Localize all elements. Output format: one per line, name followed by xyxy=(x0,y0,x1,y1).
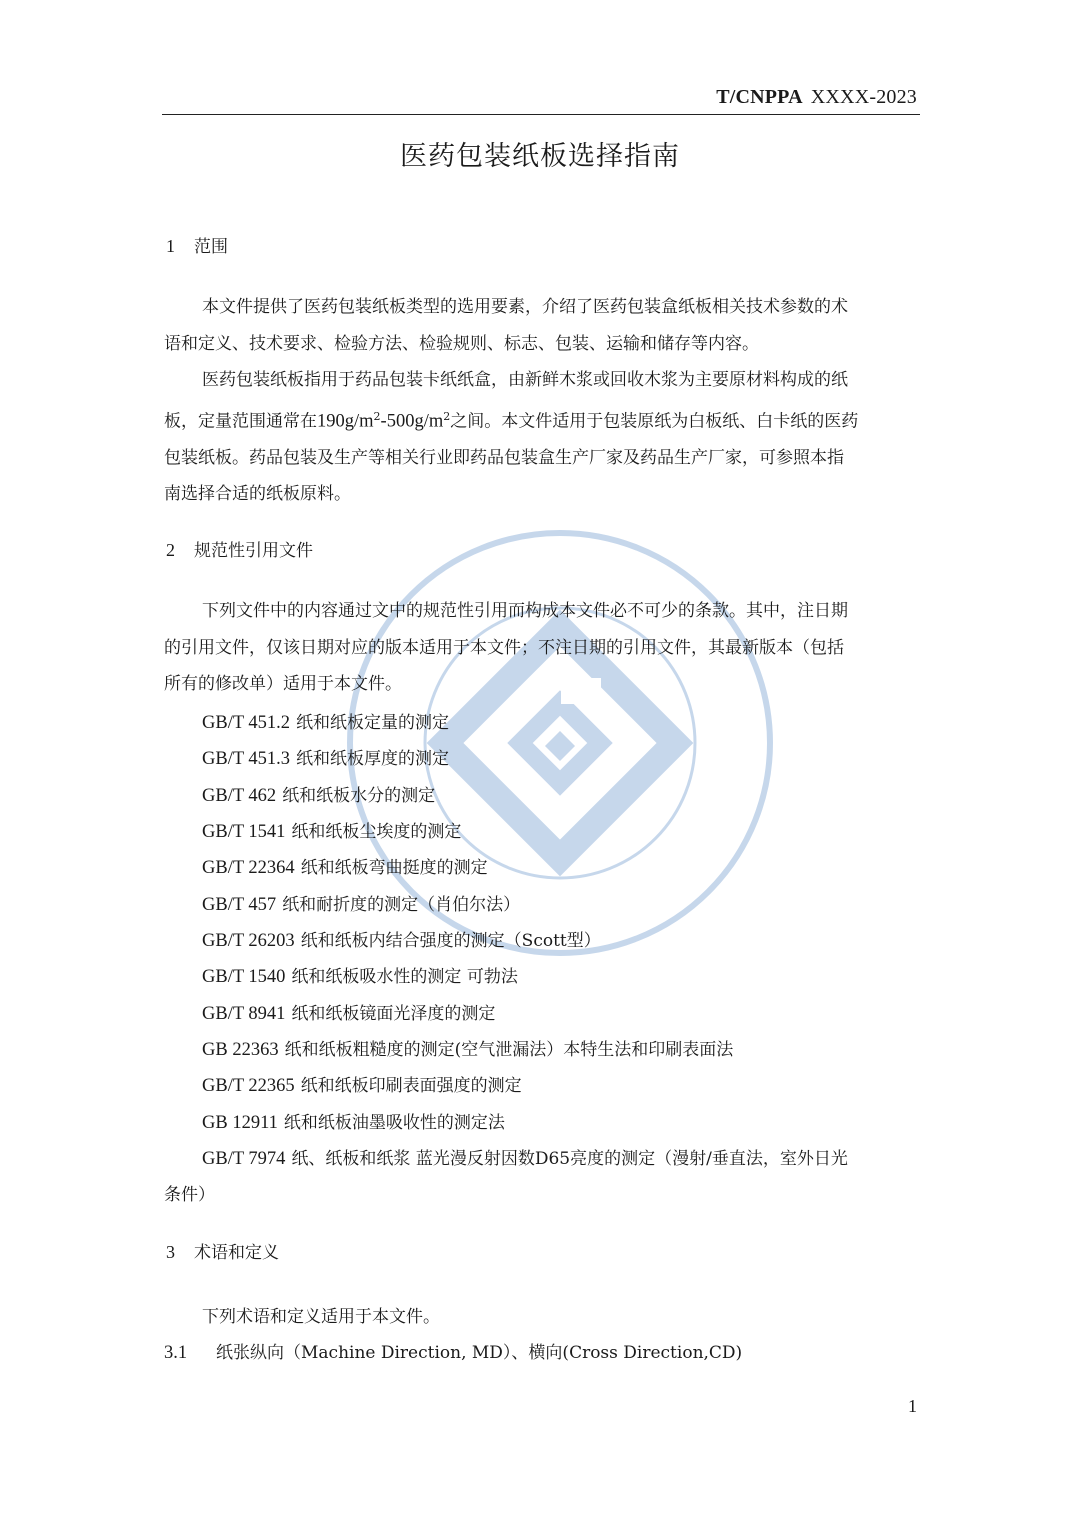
section-3-heading xyxy=(166,1238,279,1263)
section-1-paragraph-2 xyxy=(164,362,918,513)
reference-code: GB/T 1541 xyxy=(202,822,286,842)
reference-title: 纸和纸板定量的测定 xyxy=(296,713,450,733)
text-run: 板，定量范围通常在 xyxy=(164,411,317,432)
reference-title: 纸、纸板和纸浆 蓝光漫反射因数D65亮度的测定（漫射/垂直法，室外日光 xyxy=(291,1149,848,1169)
section-3-intro: 下列术语和定义适用于本文件。 xyxy=(202,1307,440,1327)
reference-code: GB/T 1540 xyxy=(202,967,286,987)
section-3-title: 术语和定义 xyxy=(194,1243,279,1263)
reference-title: 纸和纸板油墨吸收性的测定法 xyxy=(283,1113,505,1133)
reference-item xyxy=(202,926,601,952)
paragraph-line: 包装纸板。药品包装及生产等相关行业即药品包装盒生产厂家及药品生产厂家，可参照本指 xyxy=(164,447,844,468)
paragraph-line: 语和定义、技术要求、检验方法、检验规则、标志、包装、运输和储存等内容。 xyxy=(164,333,759,354)
reference-item xyxy=(202,890,520,916)
section-3-number: 3 xyxy=(166,1242,175,1262)
reference-code: GB/T 22364 xyxy=(202,858,295,878)
paragraph-line: 的引用文件，仅该日期对应的版本适用于本文件；不注日期的引用文件，其最新版本（包括 xyxy=(164,637,844,658)
section-1-paragraph-1 xyxy=(164,289,918,362)
document-title: 医药包装纸板选择指南 xyxy=(400,141,680,172)
paragraph-line: 下列文件中的内容通过文中的规范性引用而构成本文件必不可少的条款。其中，注日期 xyxy=(202,601,848,621)
reference-code: GB/T 8941 xyxy=(202,1004,286,1024)
reference-title: 纸和纸板弯曲挺度的测定 xyxy=(300,858,488,878)
reference-code: GB/T 22365 xyxy=(202,1076,295,1096)
header-rule xyxy=(162,114,920,115)
subsection-number: 3.1 xyxy=(164,1343,188,1363)
reference-code: GB 12911 xyxy=(202,1113,278,1133)
reference-item xyxy=(202,781,435,807)
reference-code: GB/T 26203 xyxy=(202,931,295,951)
standard-prefix: T/CNPPA xyxy=(716,86,803,108)
text-run: -500g/m xyxy=(380,411,444,432)
standard-number: XXXX-2023 xyxy=(810,86,917,108)
reference-item xyxy=(202,999,495,1025)
reference-title: 纸和纸板粗糙度的测定(空气泄漏法）本特生法和印刷表面法 xyxy=(284,1040,734,1060)
reference-code: GB/T 7974 xyxy=(202,1149,286,1169)
superscript: 2 xyxy=(443,409,451,423)
reference-item xyxy=(202,1144,848,1170)
reference-title: 纸和纸板厚度的测定 xyxy=(296,749,450,769)
page-number: 1 xyxy=(908,1396,917,1416)
reference-title: 纸和纸板吸水性的测定 可勃法 xyxy=(291,967,518,987)
section-2-number: 2 xyxy=(166,540,175,560)
section-1-title: 范围 xyxy=(194,237,228,257)
subsection-title: 纸张纵向（Machine Direction, MD）、横向(Cross Direction,CD) xyxy=(216,1343,743,1363)
section-1-heading xyxy=(166,232,228,257)
reference-code: GB 22363 xyxy=(202,1040,279,1060)
reference-code: GB/T 462 xyxy=(202,786,277,806)
paragraph-line: 本文件提供了医药包装纸板类型的选用要素，介绍了医药包装盒纸板相关技术参数的术 xyxy=(202,297,848,317)
section-1-number: 1 xyxy=(166,236,175,256)
reference-item xyxy=(202,1108,505,1134)
paragraph-line: 南选择合适的纸板原料。 xyxy=(164,484,351,505)
superscript: 2 xyxy=(373,409,381,423)
standard-code xyxy=(716,86,917,109)
reference-item xyxy=(202,853,488,879)
reference-item xyxy=(202,962,518,988)
reference-title: 纸和纸板尘埃度的测定 xyxy=(291,822,462,842)
text-run: 之间。本文件适用于包装原纸为白板纸、白卡纸的医药 xyxy=(450,411,859,432)
reference-title: 纸和纸板内结合强度的测定（Scott型） xyxy=(300,931,601,951)
section-2-intro xyxy=(164,593,918,703)
reference-title: 纸和纸板印刷表面强度的测定 xyxy=(300,1076,522,1096)
section-2-heading xyxy=(166,536,313,561)
reference-item xyxy=(202,744,449,770)
reference-code: GB/T 451.2 xyxy=(202,713,291,733)
reference-code: GB/T 451.3 xyxy=(202,749,291,769)
reference-item xyxy=(202,1071,522,1097)
subsection-3-1 xyxy=(164,1338,742,1364)
reference-item xyxy=(202,1035,733,1061)
paragraph-line: 所有的修改单）适用于本文件。 xyxy=(164,674,402,694)
reference-title: 纸和纸板水分的测定 xyxy=(282,786,436,806)
paragraph-line: 医药包装纸板指用于药品包装卡纸纸盒，由新鲜木浆或回收木浆为主要原材料构成的纸 xyxy=(202,370,848,390)
section-2-title: 规范性引用文件 xyxy=(194,541,313,561)
reference-code: GB/T 457 xyxy=(202,895,277,915)
text-run: 190g/m xyxy=(317,411,374,432)
reference-title: 纸和耐折度的测定（肖伯尔法） xyxy=(282,895,521,915)
reference-continuation: 条件） xyxy=(164,1185,215,1205)
reference-title: 纸和纸板镜面光泽度的测定 xyxy=(291,1004,496,1024)
paragraph-line xyxy=(164,399,918,440)
reference-item xyxy=(202,708,449,734)
reference-item xyxy=(202,817,461,843)
